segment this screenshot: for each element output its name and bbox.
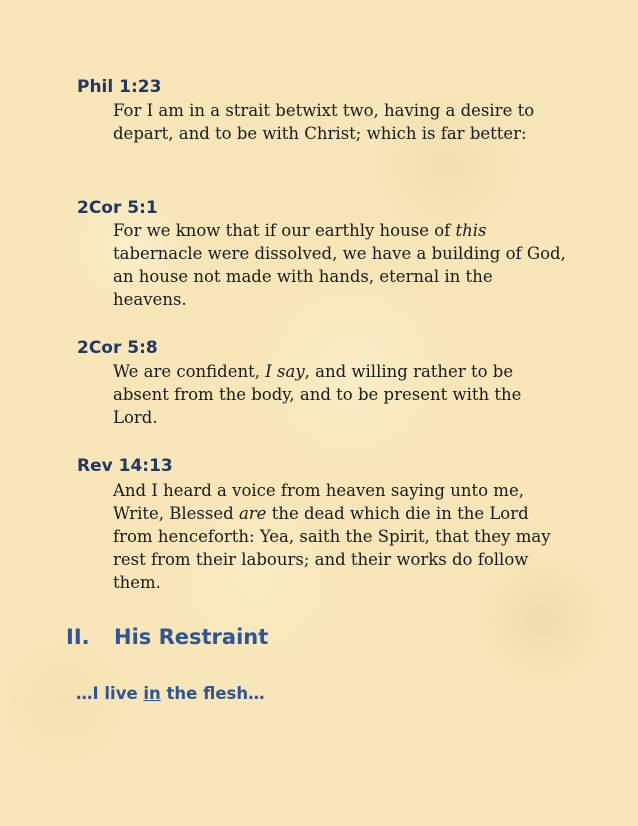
passage-reference: Phil 1:23	[77, 77, 162, 97]
passage-reference: 2Cor 5:1	[77, 198, 158, 218]
passage-text	[113, 99, 568, 145]
verse-italic: are	[238, 504, 267, 523]
passage-text	[113, 479, 568, 594]
verse-text: We are confident,	[113, 362, 266, 381]
section-heading	[66, 625, 268, 649]
subheading-underlined: in	[143, 684, 161, 703]
passage-reference: Rev 14:13	[77, 456, 173, 476]
subheading-text: …I live	[76, 684, 144, 703]
passage-reference: 2Cor 5:8	[77, 338, 158, 358]
section-title: His Restraint	[114, 625, 269, 649]
section-subheading	[76, 684, 265, 703]
verse-text: the dead which die in the Lord from henceforth: Yea, saith the Spirit, that they may rest from their labours; and their works do follow them.	[113, 504, 551, 592]
verse-text: For I am in a strait betwixt two, having a desire to depart, and to be with Christ; which is far better:	[113, 101, 535, 143]
verse-text: tabernacle were dissolved, we have a building of God, an house not made with hands, eternal in the heavens.	[113, 244, 566, 309]
section-number: II.	[66, 625, 90, 649]
verse-italic: this	[455, 221, 487, 240]
verse-italic: I say	[265, 362, 305, 381]
verse-text: For we know that if our earthly house of	[113, 221, 456, 240]
verse-text: , and willing rather to be absent from the body, and to be present with the Lord.	[113, 362, 522, 427]
passage-text	[113, 219, 568, 311]
verse-text: And I heard a voice from heaven saying unto me, Write, Blessed	[113, 481, 524, 523]
passage-text	[113, 360, 568, 429]
subheading-text: the flesh…	[160, 684, 265, 703]
